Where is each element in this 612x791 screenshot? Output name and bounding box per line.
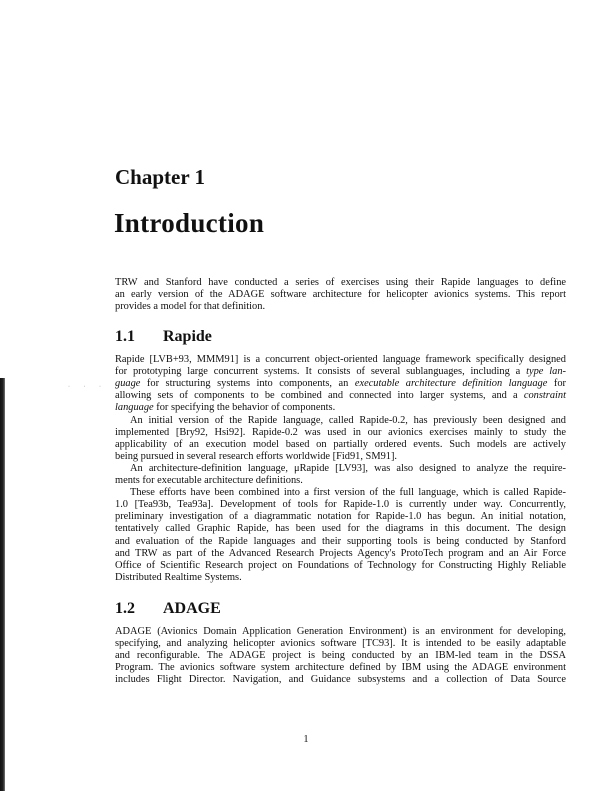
section-number: 1.2 — [115, 600, 135, 617]
text-line — [115, 439, 566, 451]
text-run: An initial version of the Rapide language, called Rapide-0.2, has previously been designed and — [130, 414, 566, 426]
text-run: and reconfigurable. The ADAGE project is being conducted by an IBM-led team in the DSSA — [115, 650, 566, 662]
text-run: allowing sets of components to be combined and connected into larger systems, and a — [115, 390, 524, 402]
text-line — [115, 626, 566, 638]
text-run: TRW and Stanford have conducted a series of exercises using their Rapide languages to define — [115, 277, 566, 288]
text-run: for prototyping large concurrent systems. It consists of several sublanguages, including a — [115, 366, 527, 378]
text-run: tentatively called Graphic Rapide, has been used for the diagrams in this document. The design — [115, 523, 566, 535]
text-run: and evaluation of the Rapide languages and their supporting tools is being conducted by Stanford — [115, 535, 566, 547]
section-heading-adage — [115, 600, 221, 618]
section-heading-rapide — [115, 328, 212, 346]
text-line — [115, 402, 566, 414]
page-number: 1 — [303, 734, 309, 745]
text-line — [115, 674, 566, 686]
italic-term: executable architecture definition language — [354, 378, 548, 390]
text-line — [115, 289, 566, 301]
text-run: for specifying the behavior of components. — [153, 402, 336, 414]
italic-term: guage — [115, 378, 141, 390]
text-run: Program. The avionics software system architecture defined by IBM using the ADAGE environment — [115, 662, 566, 674]
text-line — [115, 572, 566, 584]
text-run: applicability of an execution model based on partially ordered events. Such models are actively — [115, 438, 566, 450]
text-line — [115, 390, 566, 402]
text-run: Office of Scientific Research project on Foundations of Technology for Constructing Highly Reliable — [115, 559, 566, 571]
text-line — [115, 277, 566, 289]
section-title: Rapide — [163, 328, 212, 345]
text-line — [115, 499, 566, 511]
text-run: implemented [Bry92, Hsi92]. Rapide-0.2 was used in our avionics exercises mainly to study the — [115, 426, 566, 438]
italic-term: type lan- — [526, 366, 566, 378]
text-line — [130, 487, 566, 499]
text-run: ments for executable architecture definitions. — [115, 475, 303, 486]
text-run: and TRW as part of the Advanced Research Projects Agency's ProtoTech program and an Air Force — [115, 547, 566, 559]
text-line — [115, 511, 566, 523]
text-line — [115, 548, 566, 560]
text-run: being pursued in several research efforts worldwide [Fid91, SM91]. — [115, 450, 398, 462]
text-run: for structuring systems into components, an — [140, 378, 355, 390]
text-line — [115, 366, 566, 378]
text-run: includes Flight Director. Navigation, and Guidance subsystems and a collection of Data Source — [115, 674, 566, 686]
text-line — [115, 523, 566, 535]
scan-specks: · · · — [68, 384, 107, 390]
text-run: for — [547, 378, 566, 390]
section-title: ADAGE — [163, 600, 221, 617]
text-run: an early version of the ADAGE software architecture for helicopter avionics systems. This report — [115, 289, 566, 300]
text-line — [115, 650, 566, 662]
text-run: An architecture-definition language, μRapide [LV93], was also designed to analyze the require- — [130, 462, 566, 474]
text-line — [115, 638, 566, 650]
text-line — [115, 451, 566, 463]
section-number: 1.1 — [115, 328, 135, 345]
text-run: ADAGE (Avionics Domain Application Generation Environment) is an environment for developing, — [115, 626, 566, 637]
text-run: These efforts have been combined into a first version of the full language, which is called Rapide- — [130, 487, 566, 499]
text-run: provides a model for that definition. — [115, 301, 266, 312]
text-line — [115, 378, 566, 390]
text-line — [130, 463, 566, 475]
scan-edge-shadow — [0, 378, 5, 791]
text-run: Rapide [LVB+93, MMM91] is a concurrent object-oriented language framework specifically designed — [115, 354, 566, 365]
text-line — [115, 354, 566, 366]
italic-term: constraint — [523, 390, 566, 402]
text-run: 1.0 [Tea93b, Tea93a]. Development of tools for Rapide-1.0 is currently under way. Concurrently, — [115, 499, 566, 511]
text-line — [115, 475, 566, 487]
text-line — [115, 536, 566, 548]
text-run: Distributed Realtime Systems. — [115, 571, 242, 583]
text-line — [115, 301, 566, 313]
chapter-label: Chapter 1 — [115, 165, 206, 189]
text-line — [115, 427, 566, 439]
text-run: preliminary investigation of a diagrammatic notation for Rapide-1.0 has begun. An initial notation, — [115, 511, 566, 523]
text-line — [130, 415, 566, 427]
text-line — [115, 662, 566, 674]
chapter-title: Introduction — [114, 208, 265, 238]
italic-term: language — [115, 402, 154, 414]
text-line — [115, 560, 566, 572]
text-run: specifying, and analyzing helicopter avionics software [TC93]. It is intended to be easily adaptable — [115, 638, 566, 650]
